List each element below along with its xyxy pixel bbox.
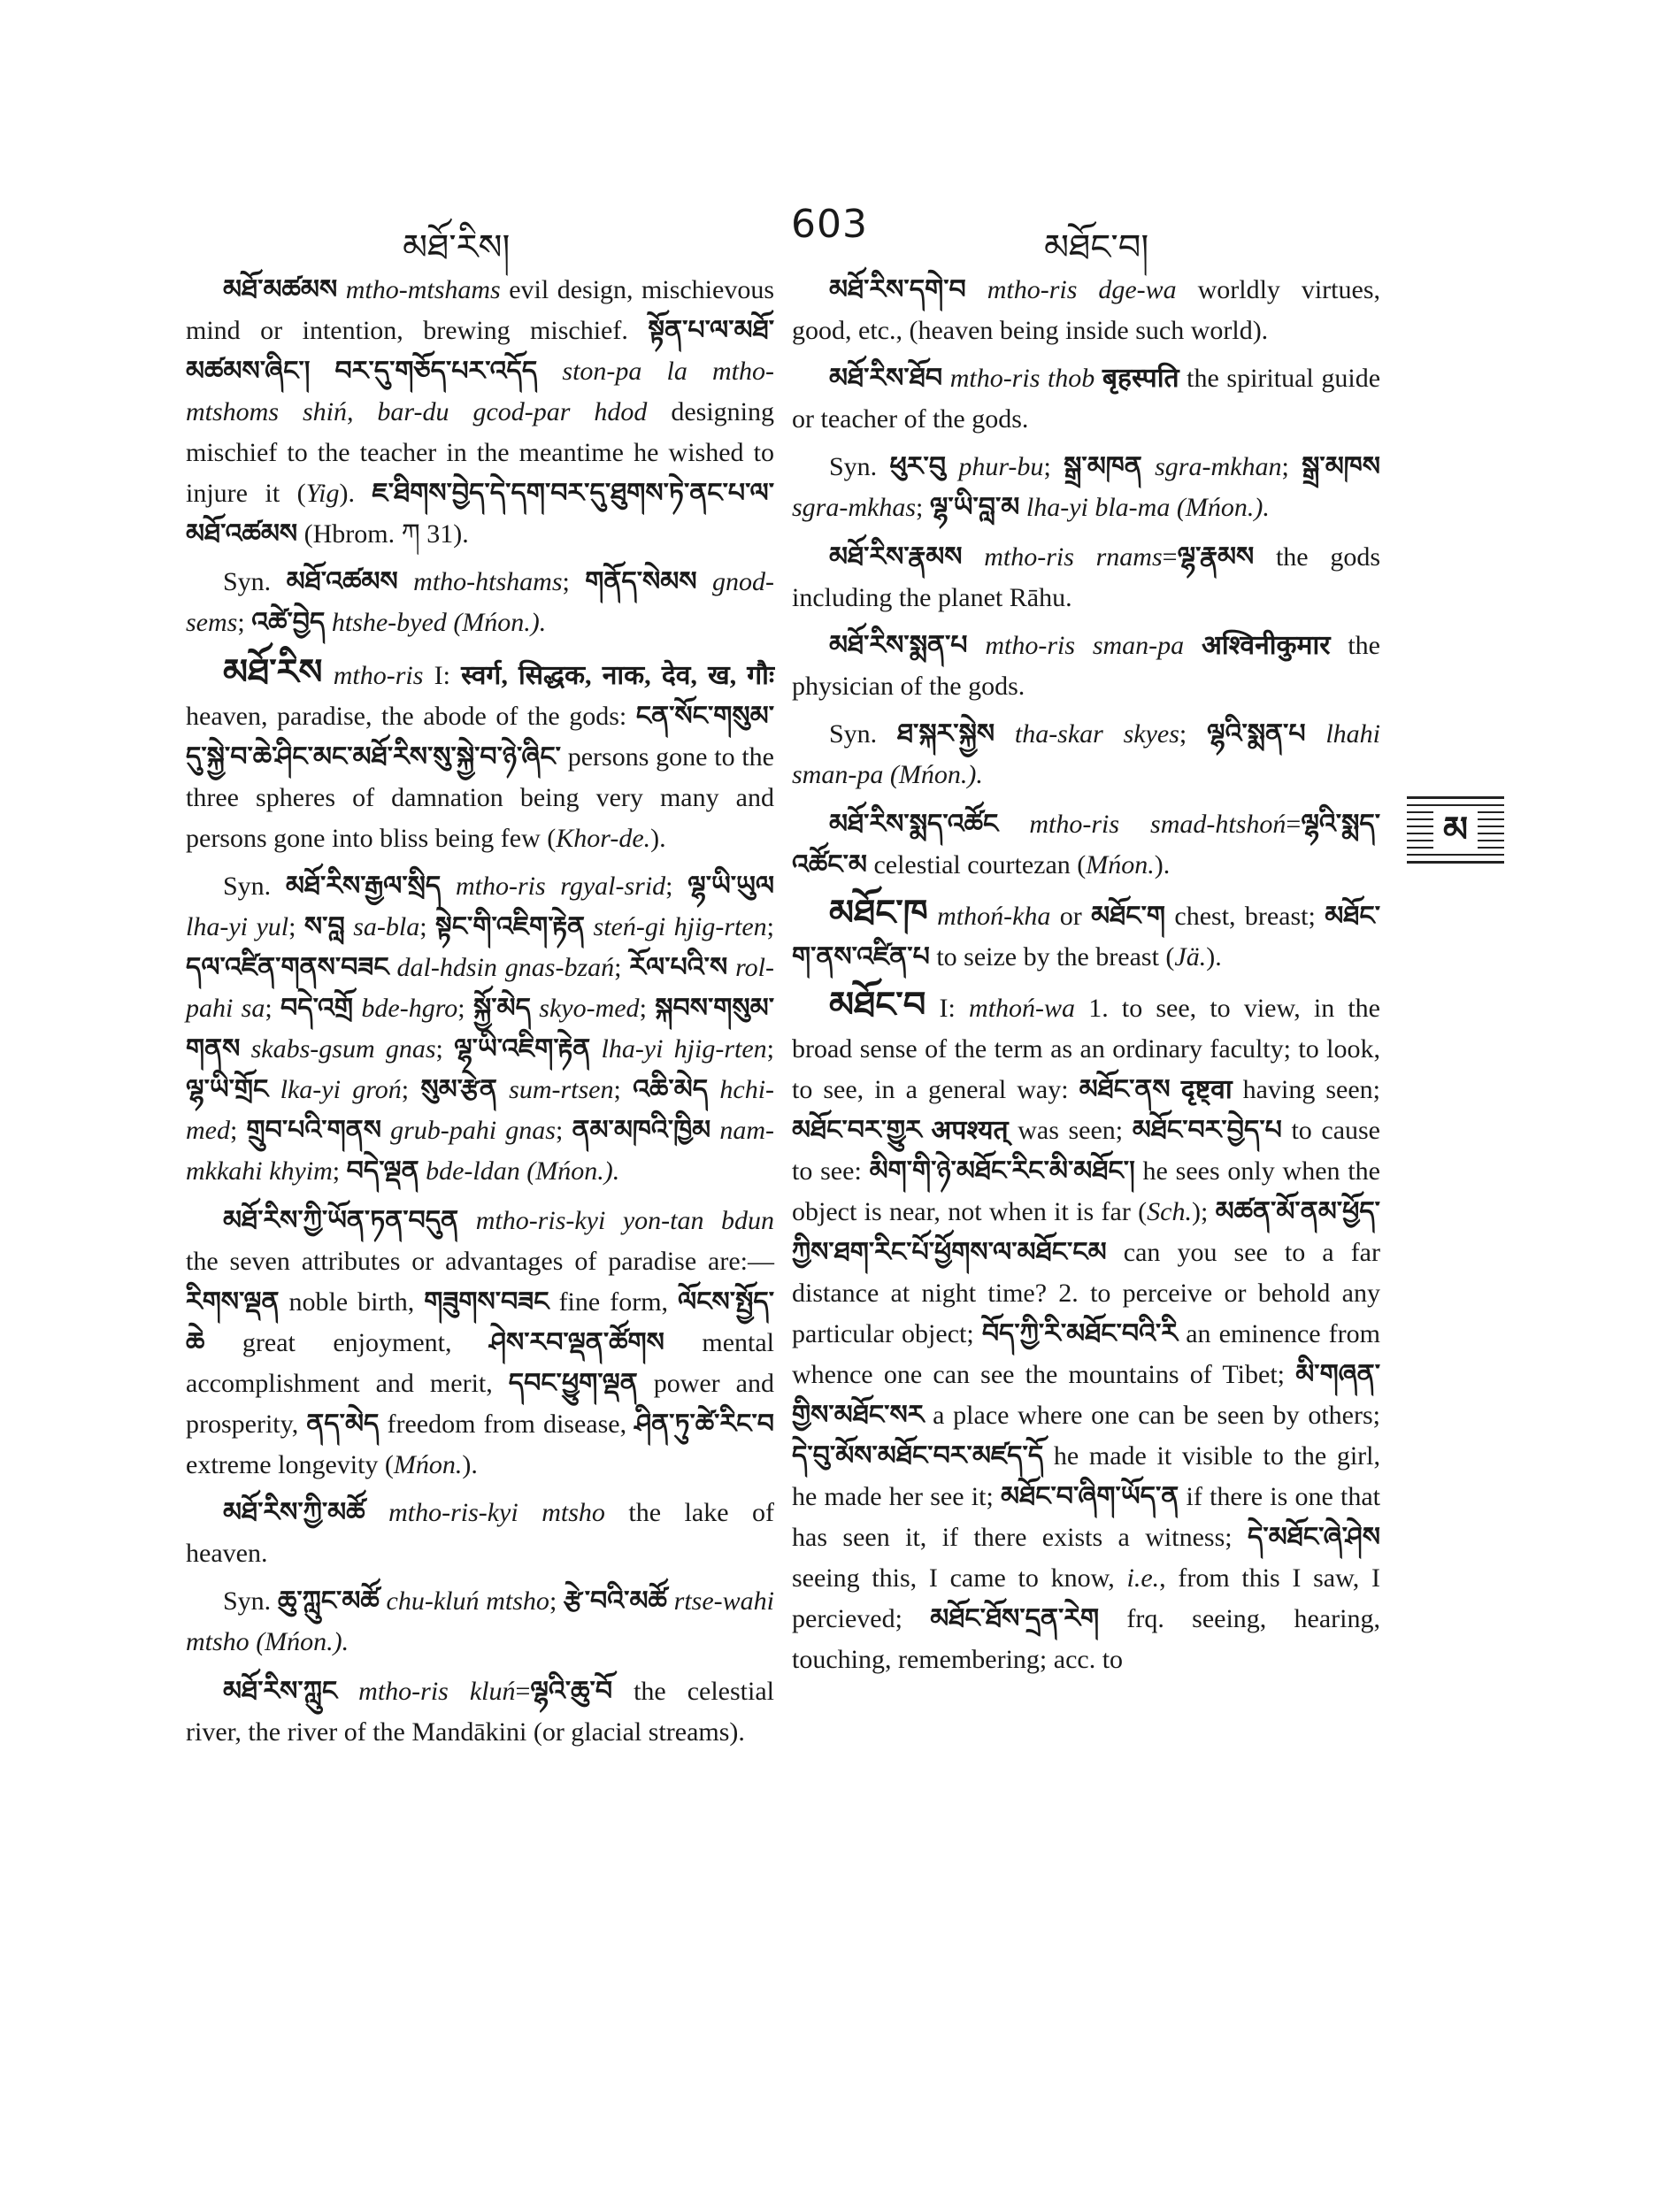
entry-mtho-ris-rnams: མཐོ་རིས་རྣམས mtho-ris rnams=ལྷ་རྣམས the gods including the planet Rāhu. [792,542,1380,612]
entry-mtho-ris-dge-wa: མཐོ་རིས་དགེ་བ mtho-ris dge-wa worldly virtues, good, etc., (heaven being inside such world). [792,275,1380,345]
entry-mtho-ris-klun: མཐོ་རིས་ཀླུང mtho-ris kluń=ལྷའི་ཆུ་བོ the celestial river, the river of the Mandākini (or glacial streams). [186,1677,774,1747]
entry-mthon-kha: མཐོང་ཁ mthoń-kha or མཐོང་ག chest, breast; མཐོང་ག་ནས་འཛིན་པ to seize by the breast (Jä.). [792,893,1380,972]
thumb-index-tab [1407,796,1504,864]
page-number: 603 [791,202,868,247]
headword: མཐོ་རིས [223,652,323,692]
synonyms-mtho-ris-kyi-mtsho: Syn. ཆུ་ཀླུང་མཚོ chu-kluń mtsho; རྩེ་བའི་མཚོ rtse-wahi mtsho (Mńon.). [186,1586,775,1656]
entry-mtho-ris-kyi-mtsho: མཐོ་རིས་ཀྱི་མཚོ mtho-ris-kyi mtsho the lake of heaven. [186,1498,775,1568]
entry-mtho-ris-smad-htshon: མཐོ་རིས་སྨད་འཚོང mtho-ris smad-htshoń=ལྷའི་སྨད་འཚོང་མ celestial courtezan (Mńon.). [792,810,1381,879]
headword: མཐོང་བ [829,985,926,1025]
right-column [792,270,1380,1687]
entry-mtho-mtshams: མཐོ་མཚམས mtho-mtshams evil design, mischievous mind or intention, brewing mischief. སྟོན་པ་ལ་མཐོ་མཚམས་ཞིང་། བར་དུ་གཅོད་པར་འདོད ston-pa la mtho-mtshoms shiń, bar-du gcod-par hdod designing mischief to the teacher in the meantime he wished to injure it (Yig). ཇ་ཐིགས་བྱེད་དེ་དག་བར་དུ་ཐུགས་ཏེ་ནང་པ་ལ་མཐོ་འཚམས (Hbrom. ཀ 31). [186,275,775,549]
synonyms-mtho-mtshams: Syn. མཐོ་འཚམས mtho-htshams; གནོད་སེམས gnod-sems; འཚེ་བྱེད htshe-byed (Mńon.). [186,567,775,637]
entry-mtho-ris-sman-pa: མཐོ་རིས་སྨན་པ mtho-ris sman-pa अश्विनीकुमार the physician of the gods. [792,631,1380,701]
synonyms-mtho-ris-thob: Syn. ཕུར་བུ phur-bu; སྒྲ་མཁན sgra-mkhan; སྒྲ་མཁས sgra-mkhas; ལྷ་ཡི་བླ་མ lha-yi bla-ma (Mńon.). [792,452,1381,522]
headword: མཐོང་ཁ [829,893,928,933]
guide-word-right: མཐོང་བ། [1044,227,1149,267]
left-column [186,270,774,1760]
synonyms-mtho-ris: Syn. མཐོ་རིས་རྒྱལ་སྲིད mtho-ris rgyal-srid; ལྷ་ཡི་ཡུལ lha-yi yul; ས་བླ sa-bla; སྟེང་གི་འཇིག་རྟེན steń-gi hjig-rten; དལ་འཛིན་གནས་བཟང dal-hdsin gnas-bzań; རོལ་པའི་ས rol-pahi sa; བདེ་འགྲོ bde-hgro; སྐྱོ་མེད skyo-med; སྐབས་གསུམ་གནས skabs-gsum gnas; ལྷ་ཡི་འཇིག་རྟེན lha-yi hjig-rten; ལྷ་ཡི་གྲོང lka-yi groń; སུམ་རྩེན sum-rtsen; འཆི་མེད hchi-med; གྲུབ་པའི་གནས grub-pahi gnas; ནམ་མཁའི་ཁྱིམ nam-mkkahi khyim; བདེ་ལྡན bde-ldan (Mńon.). [186,872,775,1186]
thumb-index-letter: མ [1433,806,1478,854]
entry-mtho-ris: མཐོ་རིས mtho-ris I: स्वर्ग, सिद्धक, नाक, देव, ख, गौः heaven, paradise, the abode of the gods: ངན་སོང་གསུམ་དུ་སྐྱེ་བ་ཆེ་ཤིང་མང་མཐོ་རིས་སུ་སྐྱེ་བ་ཉེ་ཞིང་ persons gone to the three spheres of damnation being very many and persons gone into bliss being few (Khor-de.). [186,652,775,853]
entry-mthon-wa: མཐོང་བ I: mthoń-wa 1. to see, to view, in the broad sense of the term as an ordinary faculty; to look, to see, in a general way: མཐོང་ནས दृष्ट्वा having seen; མཐོང་བར་གྱུར अपश्यत् was seen; མཐོང་བར་བྱེད་པ to cause to see: མིག་གི་ཉེ་མཐོང་རིང་མི་མཐོང་། he sees only when the object is near, not when it is far (Sch.); མཚན་མོ་ནམ་ཕྱོད་ཀྱིས་ཐག་རིང་པོ་ཕྱོགས་ལ་མཐོང་ངམ can you see to a far distance at night time? 2. to perceive or behold any particular object; བོད་ཀྱི་རི་མཐོང་བའི་རི an eminence from whence one can see the mountains of Tibet; མི་གཞན་གྱིས་མཐོང་སར a place where one can be seen by others; དེ་བུ་མོས་མཐོང་བར་མཛད་དོ he made it visible to the girl, he made her see it; མཐོང་བ་ཞིག་ཡོད་ན if there is one that has seen it, if there exists a witness; དེ་མཐོང་ཞེ་ཤེས seeing this, I came to know, i.e., from this I saw, I percieved; མཐོང་ཐོས་དྲན་རེག frq. seeing, hearing, touching, remembering; acc. to [792,985,1381,1674]
entry-mtho-ris-thob: མཐོ་རིས་ཐོབ mtho-ris thob बृहस्पति the spiritual guide or teacher of the gods. [792,364,1381,434]
entry-mtho-ris-kyi-yon-tan-bdun: མཐོ་རིས་ཀྱི་ཡོན་ཏན་བདུན mtho-ris-kyi yon-tan bdun the seven attributes or advantages of paradise are:—རིགས་ལྡན noble birth, གཟུགས་བཟང fine form, ལོངས་སྤྱོད་ཆེ great enjoyment, ཤེས་རབ་ལྡན་ཚོགས mental accomplishment and merit, དབང་ཕྱུག་ལྡན power and prosperity, ནད་མེད freedom from disease, ཤིན་ཏུ་ཚེ་རིང་བ extreme longevity (Mńon.). [186,1206,775,1479]
synonyms-mtho-ris-sman-pa: Syn. ཐ་སྐར་སྐྱེས tha-skar skyes; ལྷའི་སྨན་པ lhahi sman-pa (Mńon.). [792,719,1380,789]
guide-word-left: མཐོ་རིས། [403,227,511,267]
page-header [0,202,1659,267]
